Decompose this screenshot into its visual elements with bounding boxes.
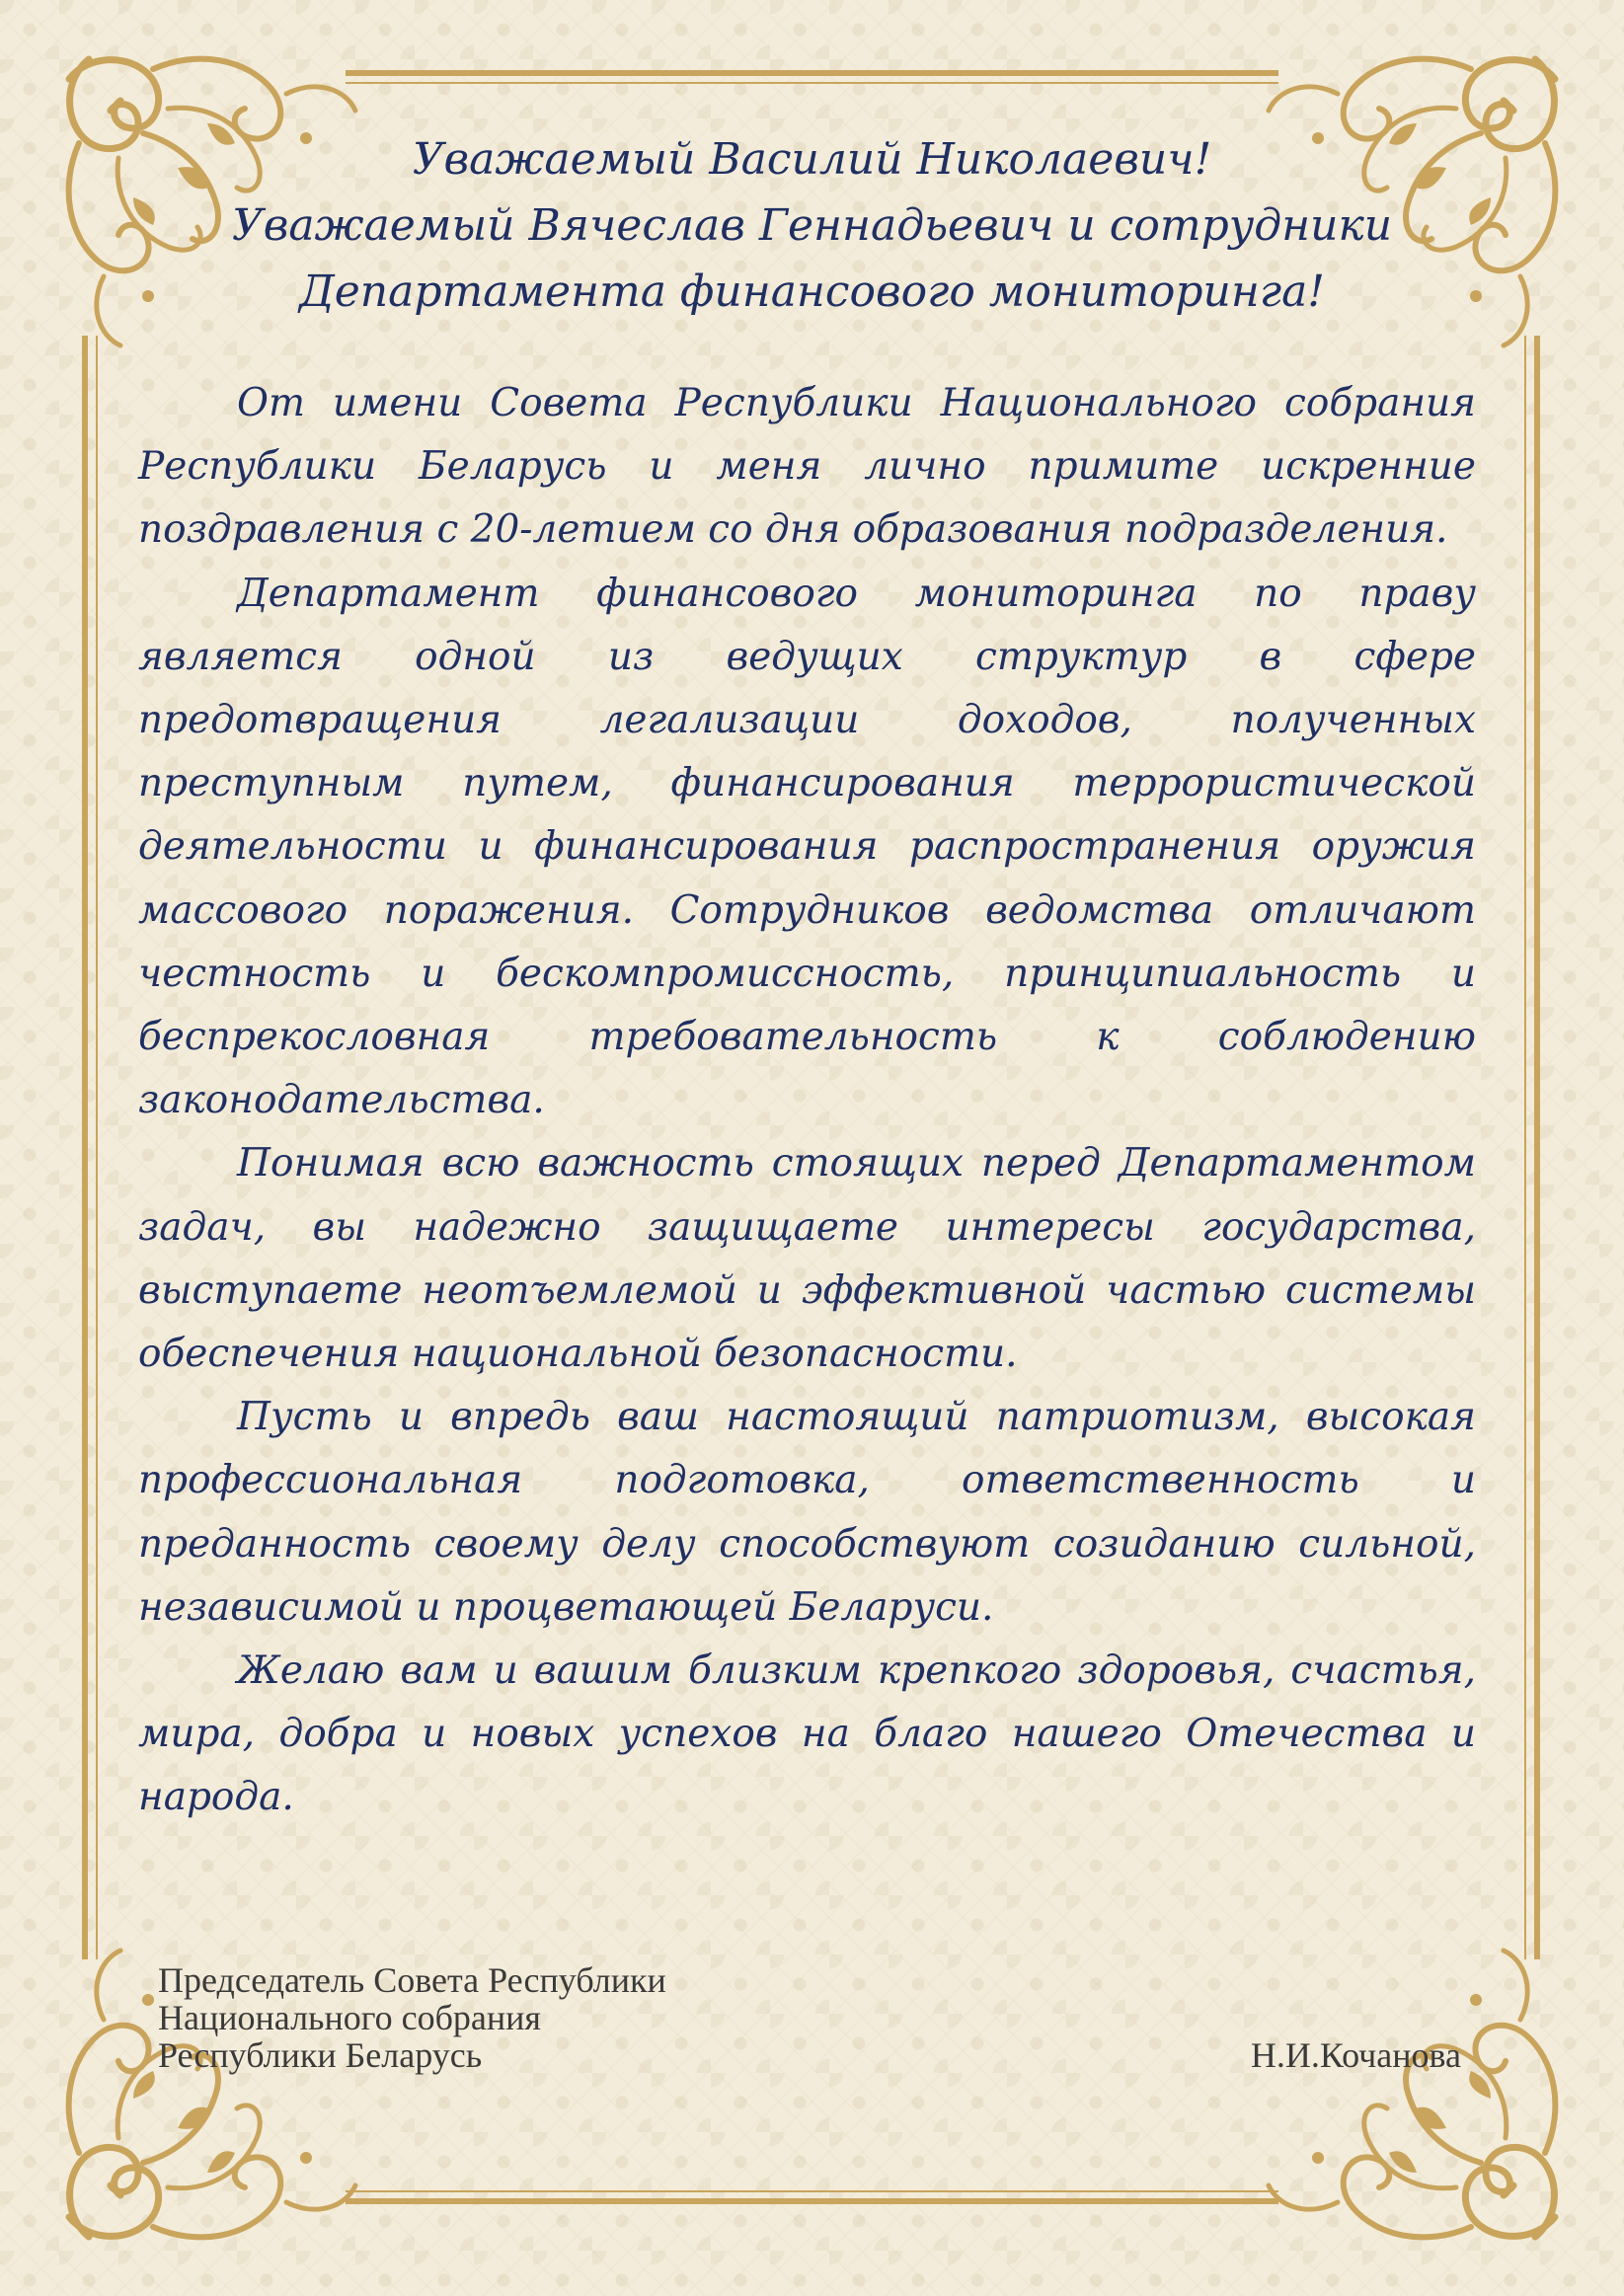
salutation bbox=[178, 126, 1446, 325]
paragraph: Желаю вам и вашим близким крепкого здоровья, счастья, мира, добра и новых успехов на благо нашего Отечества и народа. bbox=[138, 1648, 1476, 1820]
paragraph: Пусть и впредь ваш настоящий патриотизм, высокая профессиональная подготовка, ответственность и преданность своему делу способствуют созиданию сильной, независимой и процветающей Беларуси. bbox=[138, 1395, 1476, 1630]
position-line: Национального собрания bbox=[158, 1998, 541, 2037]
paragraph: Департамент финансового мониторинга по праву является одной из ведущих структур в сфере предотвращения легализации доходов, полученных преступным путем, финансирования террористической деятельности и финансирования распространения оружия массового поражения. Сотрудников ведомства отличают честность и бескомпромиссность, принципиальность и беспрекословная требовательность к соблюдению законодательства. bbox=[138, 571, 1476, 1123]
salutation-line: Департамента финансового мониторинга! bbox=[298, 267, 1325, 317]
signatory-name: Н.И.Кочанова bbox=[1250, 2035, 1461, 2075]
signatory-position bbox=[158, 1961, 666, 2074]
letter-body bbox=[138, 372, 1476, 1830]
signature-block bbox=[158, 1961, 1461, 2090]
position-line: Республики Беларусь bbox=[158, 2035, 483, 2075]
salutation-line: Уважаемый Вячеслав Геннадьевич и сотрудники bbox=[231, 200, 1393, 251]
position-line: Председатель Совета Республики bbox=[158, 1960, 666, 2000]
salutation-line: Уважаемый Василий Николаевич! bbox=[412, 134, 1212, 185]
paragraph: От имени Совета Республики Национального собрания Республики Беларусь и меня лично примите искренние поздравления с 20-летием со дня образования подразделения. bbox=[138, 381, 1476, 553]
paragraph: Понимая всю важность стоящих перед Департаментом задач, вы надежно защищаете интересы государства, выступаете неотъемлемой и эффективной частью системы обеспечения национальной безопасности. bbox=[138, 1141, 1476, 1377]
